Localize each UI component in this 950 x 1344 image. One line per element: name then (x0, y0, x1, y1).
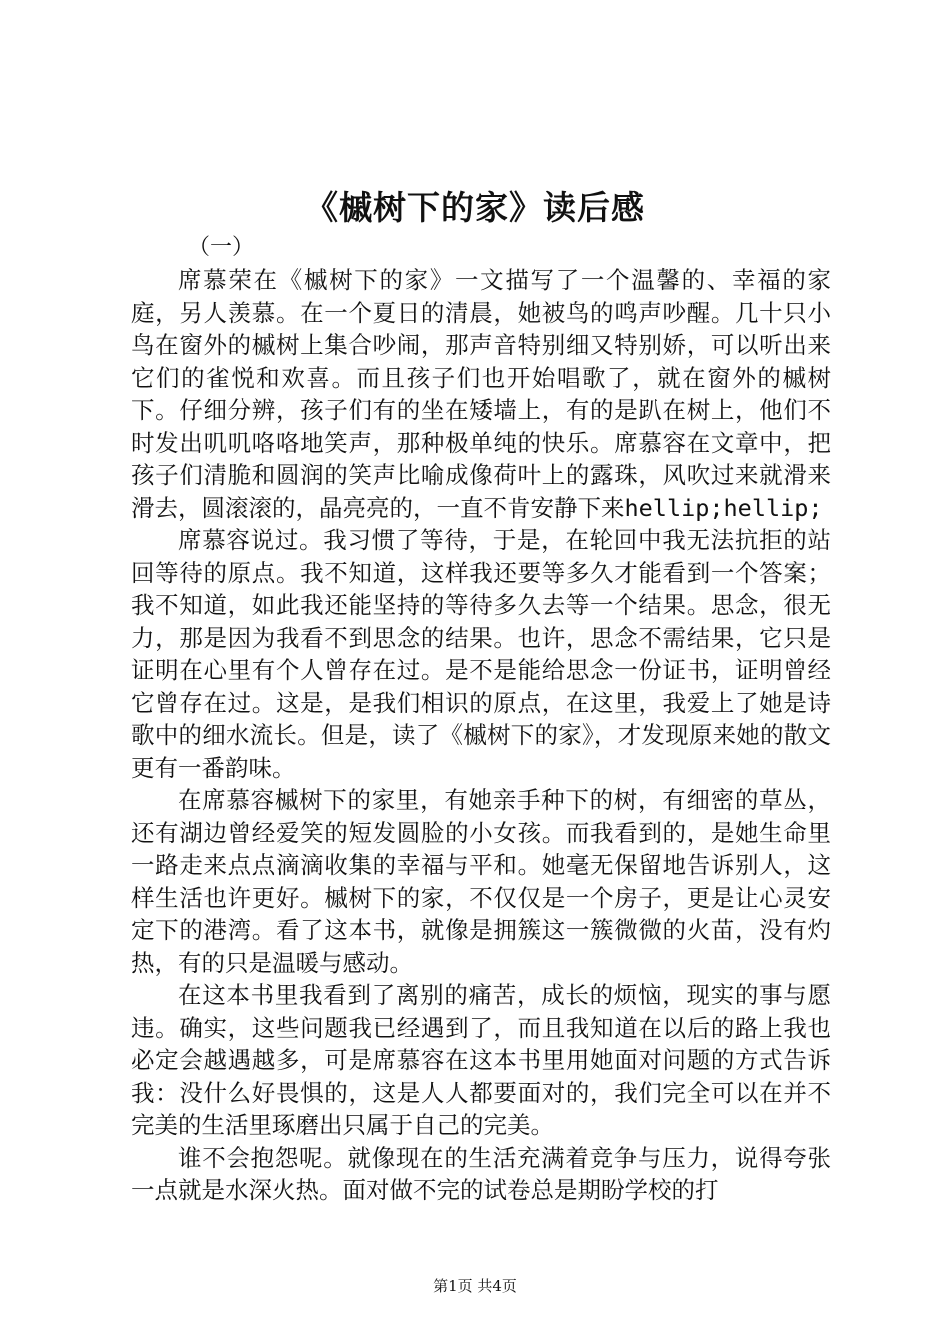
section-label: （一） (188, 235, 255, 260)
document-body (131, 264, 831, 1207)
paragraph: 席慕容说过。我习惯了等待，于是，在轮回中我无法抗拒的站回等待的原点。我不知道，这样我还要等多久才能看到一个答案；我不知道，如此我还能坚持的等待多久去等一个结果。思念，很无力，那是因为我看不到思念的结果。也许，思念不需结果，它只是证明在心里有个人曾存在过。是不是能给思念一份证书，证明曾经它曾存在过。这是，是我们相识的原点，在这里，我爱上了她是诗歌中的细水流长。但是，读了《槭树下的家》，才发现原来她的散文更有一番韵味。 (131, 526, 831, 782)
page-footer: 第1页 共4页 (433, 1277, 517, 1295)
paragraph: 在席慕容槭树下的家里，有她亲手种下的树，有细密的草丛，还有湖边曾经爱笑的短发圆脸的小女孩。而我看到的，是她生命里一路走来点点滴滴收集的幸福与平和。她毫无保留地告诉别人，这样生活也许更好。槭树下的家，不仅仅是一个房子，更是让心灵安定下的港湾。看了这本书，就像是拥簇这一簇微微的火苗，没有灼热，有的只是温暖与感动。 (131, 786, 831, 977)
document-title: 《槭树下的家》读后感 (305, 188, 645, 227)
paragraph: 在这本书里我看到了离别的痛苦，成长的烦恼，现实的事与愿违。确实，这些问题我已经遇到了，而且我知道在以后的路上我也必定会越遇越多，可是席慕容在这本书里用她面对问题的方式告诉我：没什么好畏惧的，这是人人都要面对的，我们完全可以在并不完美的生活里琢磨出只属于自己的完美。 (131, 981, 831, 1139)
paragraph: 席慕荣在《槭树下的家》一文描写了一个温馨的、幸福的家庭，另人羡慕。在一个夏日的清晨，她被鸟的鸣声吵醒。几十只小鸟在窗外的槭树上集合吵闹，那声音特别细又特别娇，可以听出来它们的雀悦和欢喜。而且孩子们也开始唱歌了，就在窗外的槭树下。仔细分辨，孩子们有的坐在矮墙上，有的是趴在树上，他们不时发出叽叽咯咯地笑声，那种极单纯的快乐。席慕容在文章中，把孩子们清脆和圆润的笑声比喻成像荷叶上的露珠，风吹过来就滑来滑去，圆滚滚的，晶亮亮的，一直不肯安静下来hellip;hellip; (131, 266, 831, 522)
paragraph: 谁不会抱怨呢。就像现在的生活充满着竞争与压力，说得夸张一点就是水深火热。面对做不完的试卷总是期盼学校的打 (131, 1143, 831, 1204)
